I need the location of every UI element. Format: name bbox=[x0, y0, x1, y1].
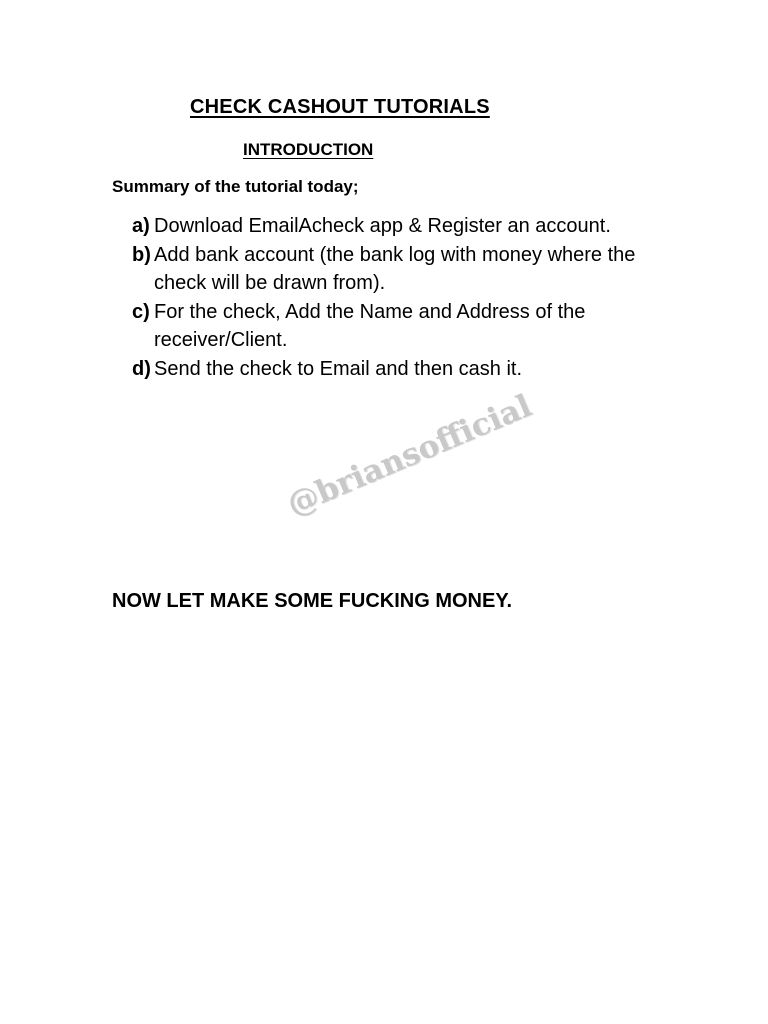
steps-list bbox=[132, 212, 692, 384]
step-letter: c) bbox=[132, 301, 150, 323]
step-letter: a) bbox=[132, 215, 150, 237]
list-item bbox=[132, 355, 692, 383]
step-letter: b) bbox=[132, 244, 151, 266]
summary-heading: Summary of the tutorial today; bbox=[112, 177, 359, 196]
step-text: Download EmailAcheck app & Register an account. bbox=[154, 215, 611, 237]
step-text: For the check, Add the Name and Address of the receiver/Client. bbox=[154, 301, 586, 351]
step-text: Send the check to Email and then cash it. bbox=[154, 358, 522, 380]
step-letter: d) bbox=[132, 358, 151, 380]
list-item bbox=[132, 212, 692, 240]
list-item bbox=[132, 298, 692, 354]
document-title: CHECK CASHOUT TUTORIALS bbox=[190, 96, 490, 118]
step-text: Add bank account (the bank log with money where the check will be drawn from). bbox=[154, 244, 636, 294]
list-item bbox=[132, 241, 692, 297]
watermark: @briansofficial bbox=[282, 387, 537, 524]
closing-statement: NOW LET MAKE SOME FUCKING MONEY. bbox=[112, 590, 512, 612]
section-heading-introduction: INTRODUCTION bbox=[243, 140, 374, 159]
